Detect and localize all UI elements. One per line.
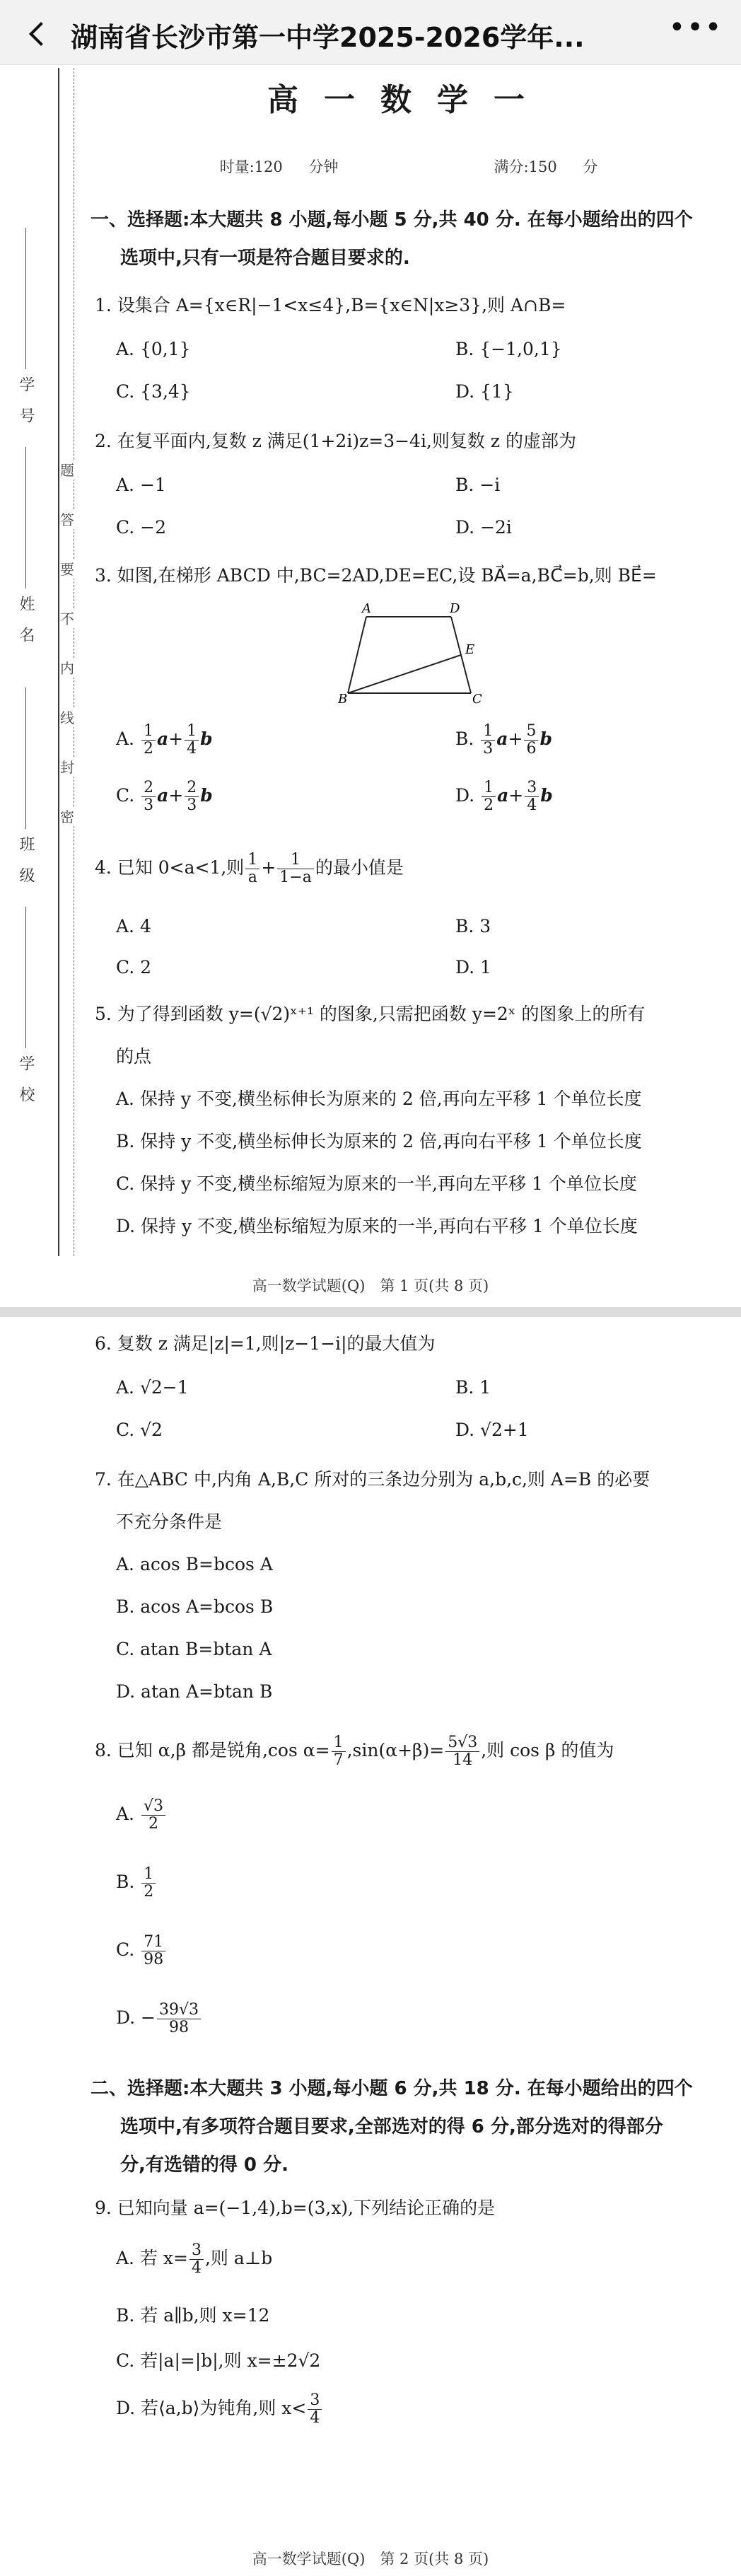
label-c: C (472, 692, 482, 707)
more-options-icon[interactable]: ••• (668, 11, 723, 44)
seal-char: 不 (60, 610, 74, 627)
q8-option-d[interactable]: D. − $\frac{39√3}{98}$ (116, 2002, 202, 2036)
section-1-heading: 一、选择题:本大题共 8 小题,每小题 5 分,共 40 分. 在每小题给出的四个 选项中,只有一项是符合题目要求的. (91, 209, 693, 269)
label-b: B (338, 692, 348, 707)
q5-option-c[interactable]: C. 保持 y 不变,横坐标缩短为原来的一半,再向左平移 1 个单位长度 (116, 1173, 637, 1194)
q1-option-b[interactable]: B. {−1,0,1} (455, 339, 562, 359)
school-label: 学 校 (17, 1055, 35, 1102)
q5-option-a[interactable]: A. 保持 y 不变,横坐标伸长为原来的 2 倍,再向左平移 1 个单位长度 (116, 1089, 642, 1109)
page-separator (0, 1307, 741, 1317)
segment-be (348, 655, 461, 693)
binding-margin (0, 65, 76, 1260)
question-2-stem: 2. 在复平面内,复数 z 满足(1+2i)z=3−4i,则复数 z 的虚部为 (95, 431, 576, 451)
document-title: 湖南省长沙市第一中学2025-2026学年... (71, 22, 585, 53)
q2-option-d[interactable]: D. −2i (455, 517, 512, 538)
q1-option-c[interactable]: C. {3,4} (116, 381, 191, 402)
class-label: 班 级 (17, 836, 35, 883)
seal-char: 密 (60, 808, 74, 825)
page-1-footer: 高一数学试题(Q) 第 1 页(共 8 页) (252, 1277, 489, 1294)
exam-page-1 (0, 65, 741, 1307)
name-label: 姓 名 (17, 596, 35, 642)
page-2-footer: 高一数学试题(Q) 第 2 页(共 8 页) (252, 2551, 489, 2568)
q9-option-a[interactable]: A. 若 x= $\frac{3}{4}$ ,则 a⊥b (116, 2241, 273, 2277)
q5-option-b[interactable]: B. 保持 y 不变,横坐标伸长为原来的 2 倍,再向右平移 1 个单位长度 (116, 1131, 642, 1151)
q6-option-d[interactable]: D. √2+1 (455, 1420, 529, 1440)
q3-option-a[interactable]: A. $\frac{1}{2}$ a+ $\frac{1}{4}$ b (116, 722, 213, 758)
q5-option-d[interactable]: D. 保持 y 不变,横坐标缩短为原来的一半,再向右平移 1 个单位长度 (116, 1216, 638, 1236)
seal-char: 线 (60, 709, 74, 726)
question-4-stem: 4. 已知 0<a<1,则 $\frac{1}{a}$ + $\frac{1}{1-a}$ 的最小值是 (95, 851, 404, 886)
page-2-content (91, 1317, 727, 2576)
q7-option-c[interactable]: C. atan B=btan A (116, 1639, 272, 1659)
q2-option-b[interactable]: B. −i (455, 475, 501, 495)
q7-option-a[interactable]: A. acos B=bcos A (116, 1554, 273, 1574)
question-7-stem-line-1: 7. 在△ABC 中,内角 A,B,C 所对的三条边分别为 a,b,c,则 A=B 的必要 (95, 1469, 650, 1490)
q4-option-a[interactable]: A. 4 (116, 916, 151, 936)
label-e: E (465, 642, 475, 657)
name-blank[interactable] (25, 447, 26, 588)
q8-option-b[interactable]: B. $\frac{1}{2}$ (116, 1866, 157, 1901)
back-arrow-icon[interactable] (21, 11, 52, 54)
trapezoid-figure (338, 603, 522, 709)
q4-option-c[interactable]: C. 2 (116, 957, 152, 977)
question-9-stem: 9. 已知向量 a=(−1,4),b=(3,x),下列结论正确的是 (95, 2198, 496, 2218)
exam-page-2 (0, 1317, 741, 2576)
question-5-stem-line-1: 5. 为了得到函数 y=(√2)ˣ⁺¹ 的图象,只需把函数 y=2ˣ 的图象上的所有 (95, 1004, 646, 1024)
seal-char: 答 (60, 511, 74, 528)
seal-char: 内 (60, 660, 74, 677)
time-limit: 时量:120 分钟 (219, 158, 339, 175)
q4-option-b[interactable]: B. 3 (455, 916, 491, 936)
top-nav-bar (0, 0, 741, 65)
q2-option-a[interactable]: A. −1 (116, 475, 166, 495)
q9-option-b[interactable]: B. 若 a∥b,则 x=12 (116, 2305, 270, 2326)
q8-option-c[interactable]: C. $\frac{71}{98}$ (116, 1934, 167, 1968)
q7-option-b[interactable]: B. acos A=bcos B (116, 1596, 274, 1617)
q9-option-d[interactable]: D. 若⟨a,b⟩为钝角,则 x< $\frac{3}{4}$ (116, 2392, 323, 2427)
question-5-stem-line-2: 的点 (116, 1046, 152, 1067)
label-a: A (362, 603, 371, 616)
question-6-stem: 6. 复数 z 满足|z|=1,则|z−1−i|的最大值为 (95, 1333, 436, 1354)
student-number-label: 学 号 (17, 376, 35, 423)
page-1-content (91, 65, 727, 1307)
q3-option-c[interactable]: C. $\frac{2}{3}$ a+ $\frac{2}{3}$ b (116, 779, 213, 814)
question-7-stem-line-2: 不充分条件是 (116, 1512, 223, 1532)
seal-char: 题 (60, 462, 74, 479)
q9-option-c[interactable]: C. 若|a|=|b|,则 x=±2√2 (116, 2350, 321, 2371)
q3-option-b[interactable]: B. $\frac{1}{3}$ a+ $\frac{5}{6}$ b (455, 722, 552, 758)
q6-option-a[interactable]: A. √2−1 (116, 1377, 189, 1398)
question-1-stem: 1. 设集合 A={x∈R|−1<x≤4},B={x∈N|x≥3},则 A∩B= (95, 295, 566, 315)
question-8-stem: 8. 已知 α,β 都是锐角,cos α= $\frac{1}{7}$ ,sin(α+β)= $\frac{5√3}{14}$ ,则 cos β 的值为 (95, 1734, 614, 1769)
school-blank[interactable] (25, 907, 26, 1048)
student-number-blank[interactable] (25, 228, 26, 369)
q2-option-c[interactable]: C. −2 (116, 517, 166, 538)
q4-option-d[interactable]: D. 1 (455, 957, 491, 977)
q8-option-a[interactable]: A. $\frac{√3}{2}$ (116, 1798, 167, 1833)
q3-option-d[interactable]: D. $\frac{1}{2}$ a+ $\frac{3}{4}$ b (455, 779, 553, 814)
q6-option-c[interactable]: C. √2 (116, 1420, 163, 1440)
question-3-stem: 3. 如图,在梯形 ABCD 中,BC=2AD,DE=EC,设 BA⃗=a,BC⃗=b,则 BE⃗= (95, 565, 657, 586)
q7-option-d[interactable]: D. atan A=btan B (116, 1681, 273, 1702)
seal-char: 封 (60, 759, 74, 776)
label-d: D (450, 603, 460, 616)
section-2-heading: 二、选择题:本大题共 3 小题,每小题 6 分,共 18 分. 在每小题给出的四个 选项中,有多项符合题目要求,全部选对的得 6 分,部分选对的得部分 分,有选错的得 0 分. (91, 2078, 693, 2176)
exam-title: 高一数学一 (267, 82, 550, 118)
full-score: 满分:150 分 (494, 158, 598, 175)
q1-option-d[interactable]: D. {1} (455, 381, 514, 402)
class-blank[interactable] (25, 687, 26, 829)
exam-info (91, 153, 727, 181)
seal-char: 要 (60, 561, 74, 578)
q1-option-a[interactable]: A. {0,1} (116, 339, 191, 359)
edge-ab (348, 617, 366, 693)
q6-option-b[interactable]: B. 1 (455, 1377, 491, 1398)
